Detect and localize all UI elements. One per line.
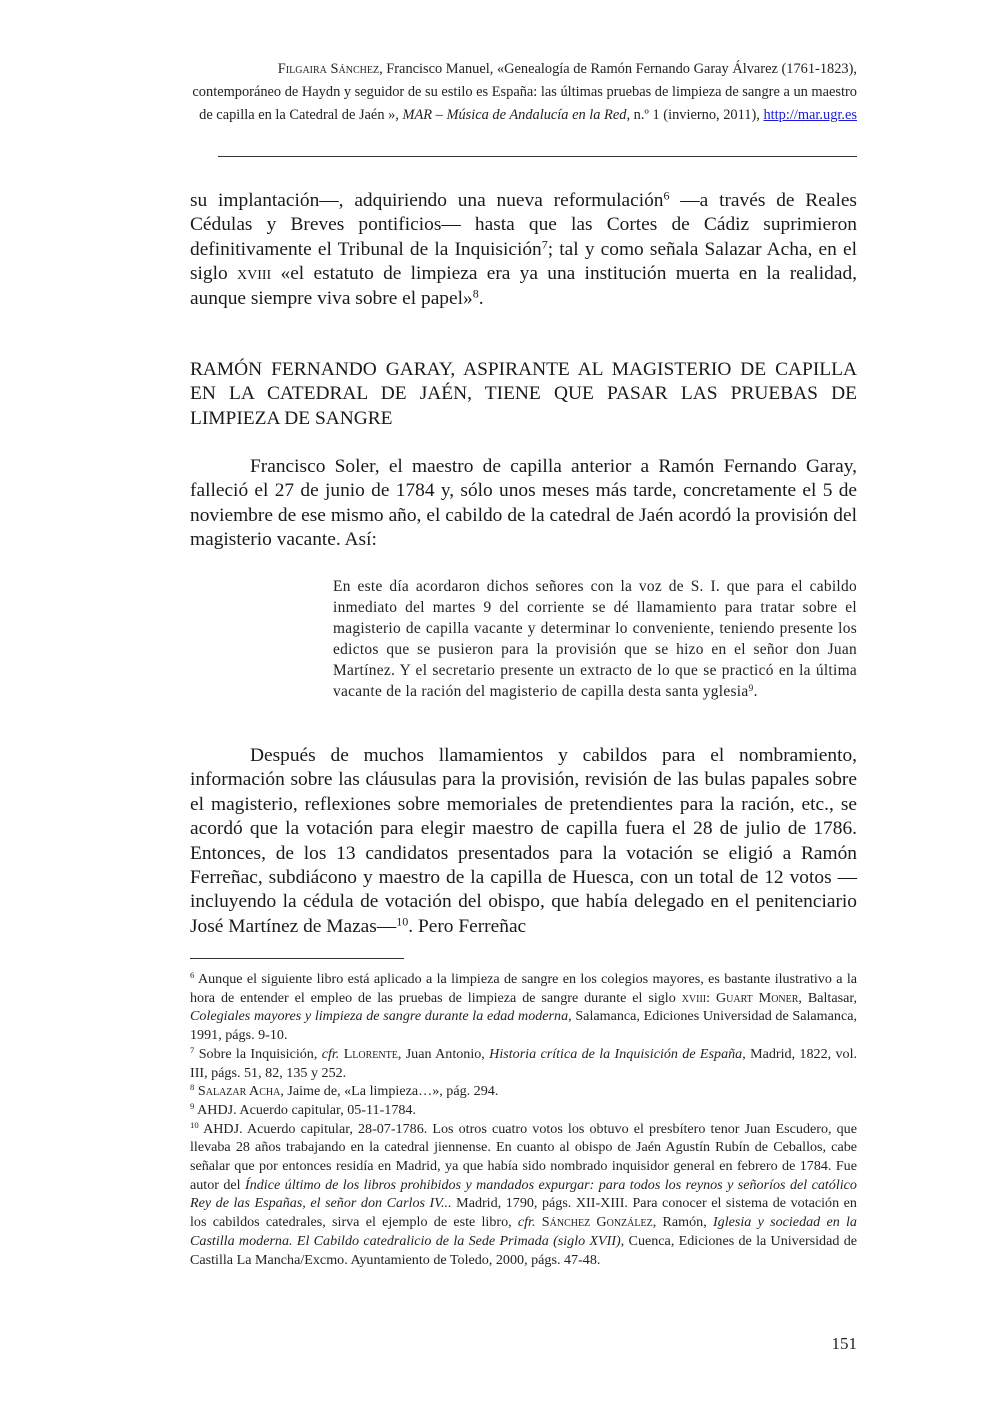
footnote-divider	[190, 958, 404, 959]
footnote-author: Guart Moner	[715, 989, 799, 1006]
quote-text: En este día acordaron dichos señores con la voz de S. I. que para el cabildo inmediato del martes 9 del corriente se dé llamamiento para tratar sobre el magisterio de capilla vacante y determinar lo conveniente, teniendo presente los edictos que se pusieron para la provisión que se hizo en el señor don Juan Martínez. Y el secretario presente un extracto de lo que se practicó en la última vacante de la ración del magisterio de capilla desta santa yglesia	[333, 578, 857, 700]
footnote-9	[190, 1101, 857, 1120]
header-divider	[218, 156, 857, 157]
footnotes	[190, 970, 857, 1269]
paragraph-1	[190, 189, 857, 311]
section-heading: RAMÓN FERNANDO GARAY, ASPIRANTE AL MAGISTERIO DE CAPILLA EN LA CATEDRAL DE JAÉN, TIENE QUE PASAR LAS PRUEBAS DE LIMPIEZA DE SANGRE	[190, 359, 857, 429]
footnote-8	[190, 1082, 857, 1101]
para1-text-5: .	[478, 287, 484, 309]
footnote-author: Sánchez González	[541, 1214, 653, 1231]
footnote-text: Aunque el siguiente libro está aplicado a la limpieza de sangre en los colegios mayores, es bastante ilustrativo a la hora de entender el empleo de las pruebas de limpieza de sangre durante el siglo	[190, 971, 857, 1006]
footnote-10	[190, 1120, 857, 1270]
footnote-text: , Baltasar,	[798, 989, 857, 1006]
footnote-text: , Ramón,	[652, 1214, 713, 1231]
page-number: 151	[831, 1334, 857, 1353]
footnote-text: , Jaime de, «La limpieza…», pág. 294.	[280, 1083, 499, 1100]
footnote-text: , Madrid, 1822, vol. III, págs. 51, 82, 135 y 252.	[190, 1045, 858, 1081]
footnote-number: 10	[190, 1119, 199, 1130]
para3-end: . Pero Ferreñac	[408, 915, 527, 937]
footnote-7	[190, 1045, 857, 1082]
footnote-text: Sobre la Inquisición,	[194, 1045, 322, 1062]
header-journal: MAR – Música de Andalucía en la Red	[402, 107, 627, 123]
header-citation: , Francisco Manuel, «Genealogía de Ramón Fernando Garay Álvarez (1761-1823), contemporáneo de Haydn y seguidor de su estilo es España: las últimas pruebas de limpieza de sangre a un maestro de capilla en la Catedral de Jaén »,	[192, 61, 857, 123]
footnote-cfr: cfr.	[517, 1214, 536, 1231]
footnote-ref-6[interactable]: 6	[663, 188, 670, 203]
para3-text: Después de muchos llamamientos y cabildos para el nombramiento, información sobre las cláusulas para la provisión, revisión de las bulas papales sobre el magisterio, reflexiones sobre memoriales de pretendientes para la ración, etc., se acordó que la votación para elegir maestro de capilla fuera el 28 de julio de 1786. Entonces, de los 13 candidatos presentados para la votación se eligió a Ramón Ferreñac, subdiácono y maestro de la capilla de Huesca, con un total de 12 votos —incluyendo la cédula de votación del obispo, que había delegado en el penitenciario José Martínez de Mazas—	[190, 745, 857, 937]
century-numeral: xviii	[681, 989, 707, 1006]
footnote-number: 8	[190, 1082, 195, 1093]
footnote-number: 7	[190, 1045, 195, 1056]
para1-text-1: su implantación—, adquiriendo una nueva reformulación	[190, 190, 664, 211]
block-quote	[333, 576, 857, 702]
footnote-title: Historia crítica de la Inquisición de España	[489, 1045, 743, 1062]
footnote-6	[190, 970, 857, 1045]
header-issue: , n.º 1 (invierno, 2011),	[626, 107, 764, 123]
footnote-title: Iglesia y sociedad en la Castilla moderna. El Cabildo catedralicio de la Sede Primada (siglo XVII)	[190, 1214, 857, 1249]
footnote-text: , Juan Antonio,	[397, 1045, 490, 1062]
footnote-title: Índice último de los libros prohibidos y mandados expurgar: para todos los reynos y señoríos del católico Rey de las Españas, el señor don Carlos IV...	[190, 1176, 857, 1212]
footnote-text: Madrid, 1790, págs. XII-XIII. Para conocer el sistema de votación en los cabildos catedrales, sirva el ejemplo de este libro,	[190, 1195, 857, 1231]
footnote-cfr: cfr.	[321, 1045, 340, 1062]
running-header	[190, 58, 857, 127]
para1-text-2: —a través de Reales Cédulas y Breves pontificios— hasta que las Cortes de Cádiz suprimieron definitivamente el Tribunal de la Inquisición	[190, 190, 857, 260]
para1-text-3: ; tal y como señala Salazar Acha, en el siglo	[190, 238, 858, 285]
quote-end: .	[753, 683, 758, 700]
footnote-number: 6	[190, 970, 195, 981]
paragraph-2: Francisco Soler, el maestro de capilla anterior a Ramón Fernando Garay, falleció el 27 de junio de 1784 y, sólo unos meses más tarde, concretamente el 5 de noviembre de ese mismo año, el cabildo de la catedral de Jaén acordó la provisión del magisterio vacante. Así:	[190, 456, 857, 551]
footnote-author: Salazar Acha	[197, 1083, 281, 1100]
footnote-ref-7[interactable]: 7	[541, 237, 548, 252]
footnote-text: AHDJ. Acuerdo capitular, 28-07-1786. Los otros cuatro votos los obtuvo el presbítero tenor Juan Escudero, que llevaba 28 años trabajando en la catedral jiennense. En cuanto al obispo de Jaén Agustín Rubín de Ceballos, cabe señalar que por entonces residía en Madrid, ya que había sido nombrado inquisidor general en febrero de 1784. Fue autor del	[190, 1120, 857, 1193]
footnote-author: Llorente	[343, 1045, 398, 1062]
footnote-title: Colegiales mayores y limpieza de sangre durante la edad moderna	[190, 1008, 569, 1025]
footnote-number: 9	[190, 1101, 195, 1112]
footnote-ref-8[interactable]: 8	[472, 286, 479, 301]
footnote-text: , Salamanca, Ediciones Universidad de Salamanca, 1991, págs. 9-10.	[190, 1008, 857, 1044]
footnote-text: , Cuenca, Ediciones de la Universidad de Castilla La Mancha/Excmo. Ayuntamiento de Toledo, 2000, págs. 47-48.	[190, 1232, 857, 1268]
footnote-ref-10[interactable]: 10	[396, 914, 409, 929]
footnote-ref-9[interactable]: 9	[748, 682, 754, 694]
paragraph-3	[190, 744, 857, 939]
footnote-text: :	[706, 989, 716, 1006]
header-author: Filgaira Sánchez	[277, 61, 380, 77]
footnote-text: AHDJ. Acuerdo capitular, 05-11-1784.	[194, 1101, 416, 1118]
para1-text-4: «el estatuto de limpieza era ya una institución muerta en la realidad, aunque siempre viva sobre el papel»	[190, 263, 857, 309]
century-numeral: xviii	[237, 263, 272, 285]
header-link[interactable]: http://mar.ugr.es	[763, 107, 857, 123]
